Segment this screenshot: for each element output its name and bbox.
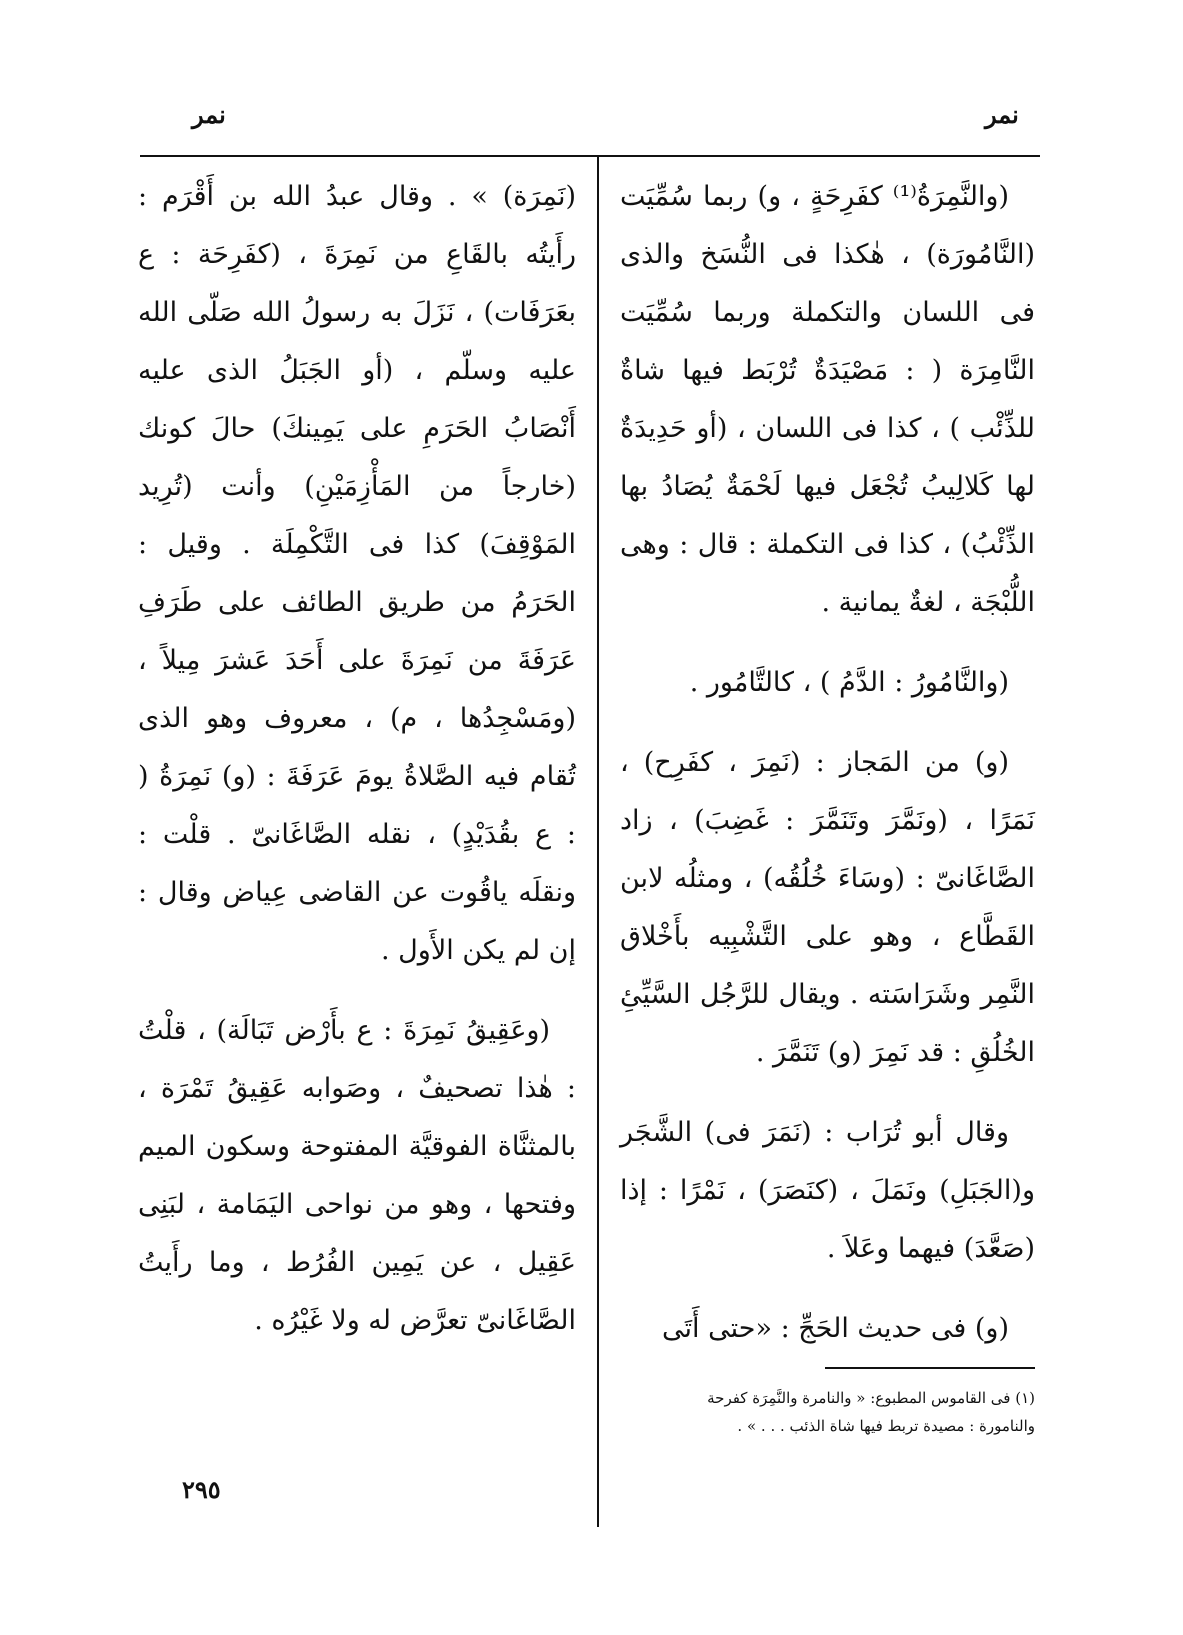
footnote-line: والنامورة : مصيدة تربط فيها شاة الذئب . . . » . <box>737 1417 1035 1435</box>
paragraph: (وعَقِيقُ نَمِرَةَ : ع بأَرْض تَبَالَة) ، قلْتُ : هٰذا تصحيفٌ ، وصَوابه عَقِيقُ تَمْرَة ، بالمثنَّاة الفوقيَّة المفتوحة وسكون الميم وفتحها ، وهو من نواحى اليَمَامة ، لبَنِى عَقِيل ، عن يَمِين الفُرُط ، وما رأَيتُ الصَّاغَانىّ تعرَّض له ولا غَيْرُه . <box>138 1015 576 1336</box>
paragraph: (والنَّامُورُ : الدَّمُ ) ، كالتَّامُور . <box>689 667 1009 698</box>
paragraph: (والنَّمِرَةُ⁽¹⁾ كفَرِحَةٍ ، و) ربما سُمِّيَت (النَّامُورَة) ، هٰكذا فى النُّسَخ والذى فى اللسان والتكملة وربما سُمِّيَت النَّامِرَة ( : مَصْيَدَةٌ تُرْبَط فيها شاةٌ للذِّئْب ) ، كذا فى اللسان ، (أو حَدِيدَةٌ لها كَلالِيبُ تُجْعَل فيها لَحْمَةٌ يُصَادُ بها الذِّئْبُ) ، كذا فى التكملة : قال : وهى اللُّبْجَة ، لغةٌ يمانية . <box>620 181 1035 618</box>
footnote <box>615 1384 1035 1440</box>
paragraph: (و) فى حديث الحَجِّ : «حتى أَتَى <box>662 1313 1009 1344</box>
footnote-line: (١) فى القاموس المطبوع: « والنامرة والنَّمِرَة كفرحة <box>707 1389 1035 1407</box>
paragraph: (و) من المَجاز : (نَمِرَ ، كفَرِح) ، نَمَرًا ، (ونَمَّرَ وتَنَمَّرَ : غَضِبَ) ، زاد الصَّاغَانىّ : (وسَاءَ خُلُقُه) ، ومثلُه لابن القَطَّاع ، وهو على التَّشْبِيه بأَخْلاق النَّمِر وشَرَاسَته . ويقال للرَّجُل السَّيِّئِ الخُلُقِ : قد نَمِرَ (و) تَنَمَّرَ . <box>620 747 1035 1068</box>
header-word-right: نمر <box>985 100 1019 129</box>
header-rule <box>140 155 1040 157</box>
header-word-left: نمر <box>192 100 226 129</box>
column-divider <box>597 157 599 1527</box>
right-column <box>620 168 1035 1380</box>
paragraph: (نَمِرَة) » . وقال عبدُ الله بن أَقْرَم : رأَيتُه بالقَاعِ من نَمِرَةَ ، (كفَرِحَة : ع بعَرَفَات) ، نَزَلَ به رسولُ الله صَلّى الله عليه وسلّم ، (أو الجَبَلُ الذى عليه أَنْصَابُ الحَرَمِ على يَمِينكَ) حالَ كونك (خارجاً من المَأْزِمَيْنِ) وأنت (تُرِيد المَوْقِفَ) كذا فى التَّكْمِلَة . وقيل : الحَرَمُ من طريق الطائف على طَرَفِ عَرَفَةَ من نَمِرَةَ على أَحَدَ عَشرَ مِيلاً ، (ومَسْجِدُها ، م) ، معروف وهو الذى تُقام فيه الصَّلاةُ يومَ عَرَفَةَ : (و) نَمِرَةُ ( : ع بقُدَيْدٍ) ، نقله الصَّاغَانىّ . قلْت : ونقلَه ياقُوت عن القاضى عِياض وقال : إن لم يكن الأَول . <box>138 181 576 966</box>
page-number: ٢٩٥ <box>182 1475 221 1504</box>
footnote-rule <box>825 1367 1035 1369</box>
left-column <box>138 168 576 1372</box>
paragraph: وقال أبو تُرَاب : (نَمَرَ فى) الشَّجَر و(الجَبَلِ) ونَمَلَ ، (كنَصَرَ) ، نَمْرًا : إذا (صَعَّدَ) فيهما وعَلاَ . <box>620 1117 1035 1264</box>
